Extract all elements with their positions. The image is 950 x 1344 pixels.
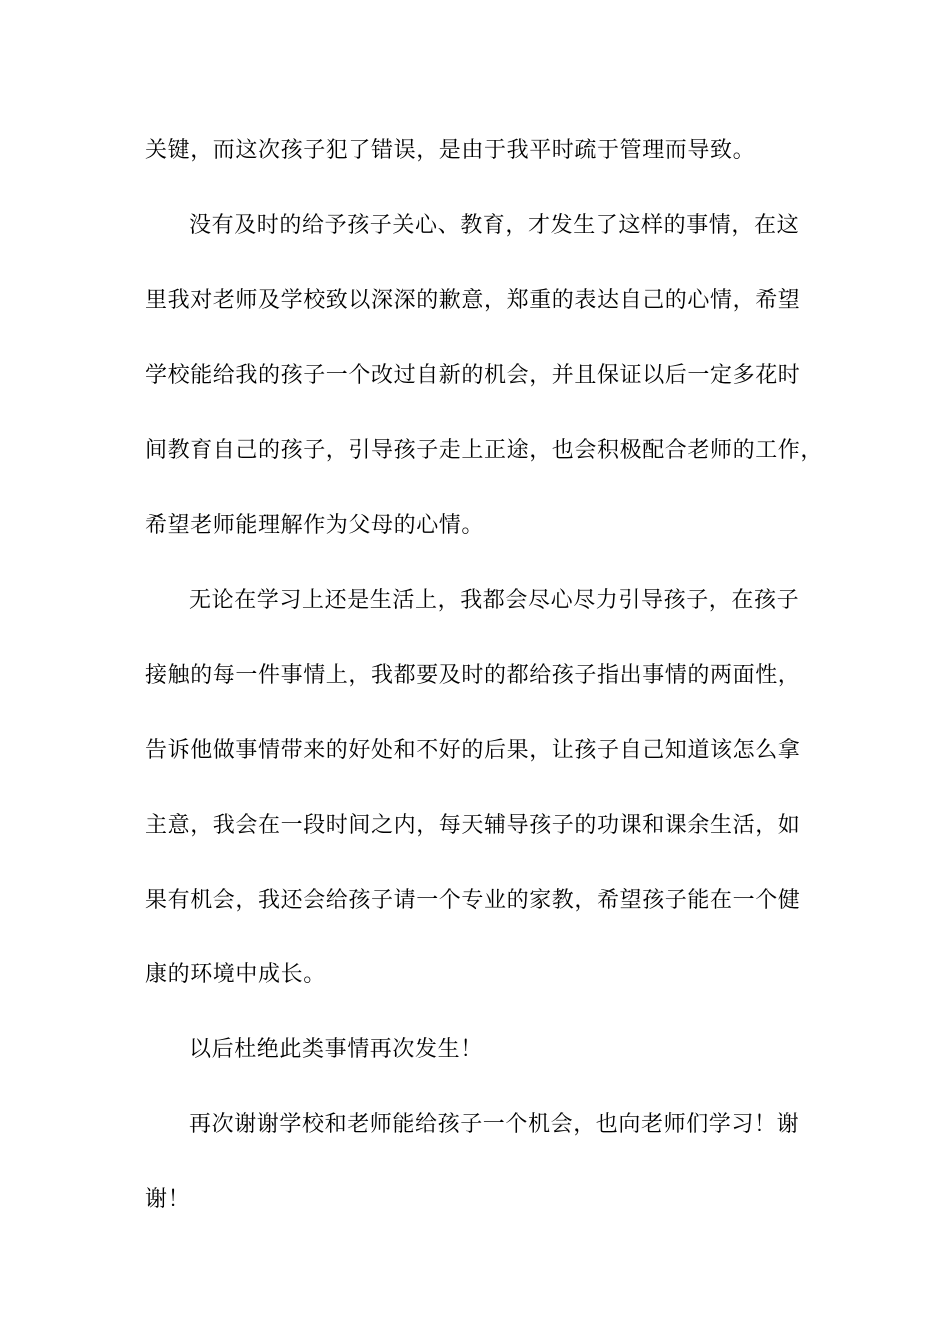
text-line-13: 以后杜绝此类事情再次发生！	[189, 1037, 483, 1062]
text-line-15: 谢！	[145, 1187, 191, 1212]
text-line-1: 关键，而这次孩子犯了错误，是由于我平时疏于管理而导致。	[145, 138, 756, 163]
text-line-12: 康的环境中成长。	[145, 962, 326, 987]
text-line-3: 里我对老师及学校致以深深的歉意，郑重的表达自己的心情，希望	[145, 288, 801, 313]
text-line-8: 接触的每一件事情上，我都要及时的都给孩子指出事情的两面性，	[145, 663, 801, 688]
text-line-4: 学校能给我的孩子一个改过自新的机会，并且保证以后一定多花时	[145, 363, 801, 388]
text-line-10: 主意，我会在一段时间之内，每天辅导孩子的功课和课余生活，如	[145, 813, 801, 838]
text-line-2: 没有及时的给予孩子关心、教育，才发生了这样的事情，在这	[189, 213, 800, 238]
text-line-11: 果有机会，我还会给孩子请一个专业的家教，希望孩子能在一个健	[145, 888, 801, 913]
text-line-7: 无论在学习上还是生活上，我都会尽心尽力引导孩子，在孩子	[189, 588, 800, 613]
text-line-14: 再次谢谢学校和老师能给孩子一个机会，也向老师们学习！谢	[189, 1112, 800, 1137]
text-line-9: 告诉他做事情带来的好处和不好的后果，让孩子自己知道该怎么拿	[145, 738, 801, 763]
text-line-5: 间教育自己的孩子，引导孩子走上正途，也会积极配合老师的工作，	[145, 438, 824, 463]
text-line-6: 希望老师能理解作为父母的心情。	[145, 513, 485, 538]
